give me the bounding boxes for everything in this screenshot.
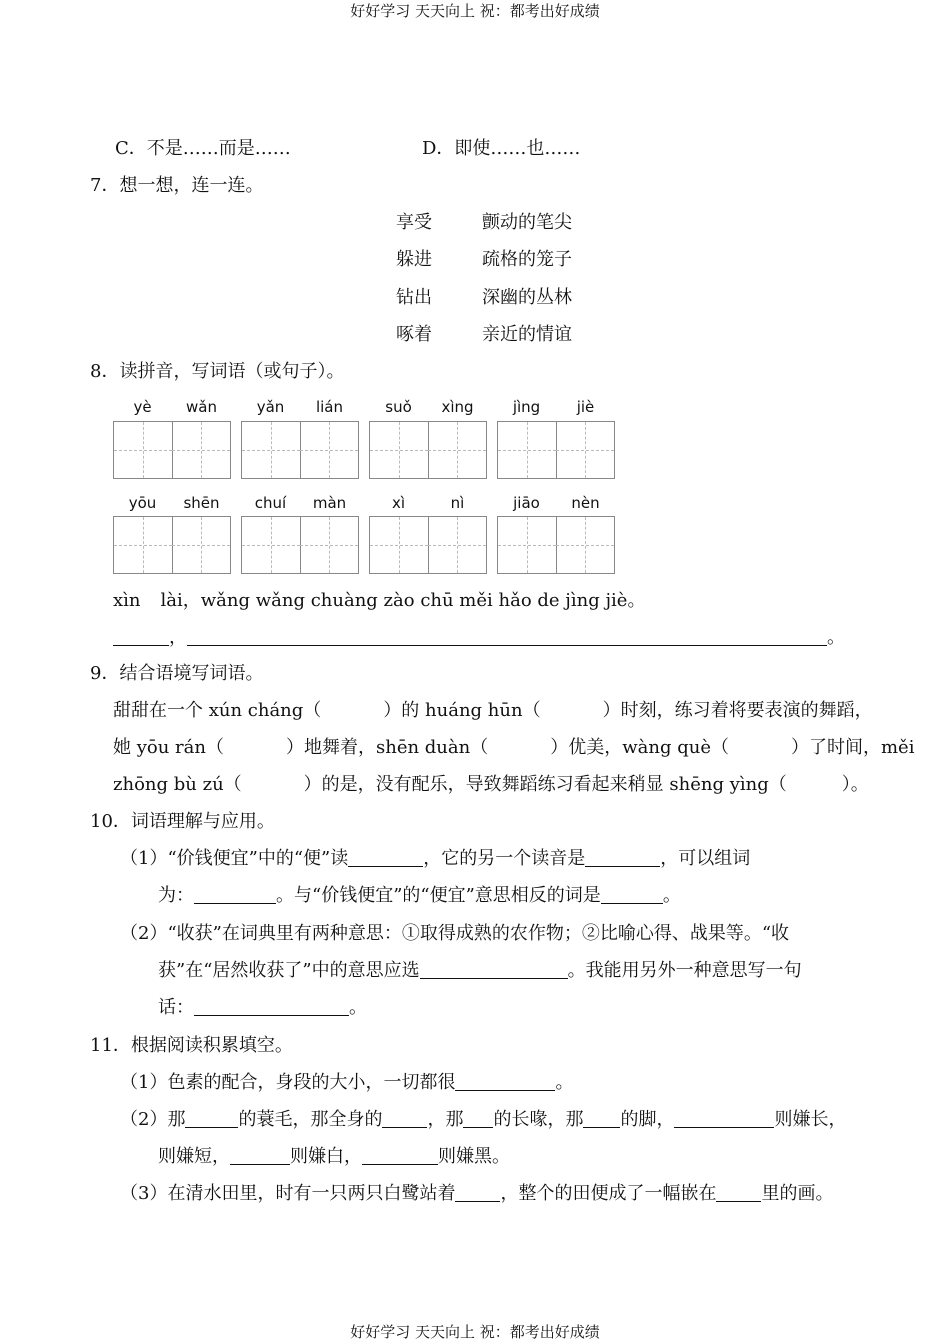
- blank[interactable]: [230, 1146, 290, 1165]
- q10-p2-line1: （2）“收获”在词典里有两种意思：①取得成熟的农作物；②比喻心得、战果等。“收: [120, 923, 790, 944]
- blank[interactable]: [585, 848, 660, 867]
- q9-title: 9．结合语境写词语。: [90, 663, 264, 684]
- writing-box[interactable]: [369, 421, 487, 479]
- writing-box[interactable]: [497, 421, 615, 479]
- pinyin-label: yǎn: [256, 398, 285, 416]
- writing-box[interactable]: [369, 516, 487, 574]
- q10-p2-line3: 话： 。: [158, 997, 367, 1018]
- q7-left-1: 享受: [396, 212, 432, 233]
- pinyin-label: jiāo: [513, 494, 540, 512]
- pinyin-label: chuí: [254, 494, 287, 512]
- q10-title: 10．词语理解与应用。: [90, 811, 275, 832]
- q7-left-2: 躲进: [396, 249, 432, 270]
- q8-sentence-pinyin: [113, 589, 645, 613]
- q11-p2-line2: 则嫌短， 则嫌白， 则嫌黑。: [158, 1146, 510, 1167]
- q8-sentence-part-a: xìn: [113, 590, 141, 611]
- blank[interactable]: [185, 1109, 238, 1128]
- pinyin-label: yōu: [128, 494, 157, 512]
- q10-p2-line2: 获”在“居然收获了”中的意思应选 。我能用另外一种意思写一句: [158, 960, 802, 981]
- page-footer: 好好学习 天天向上 祝：都考出好成绩: [350, 1323, 600, 1341]
- q8-sentence-blanks[interactable]: ， 。: [113, 626, 845, 650]
- writing-box[interactable]: [241, 421, 359, 479]
- q11-p3: （3）在清水田里，时有一只两只白鹭站着 ，整个的田便成了一幅嵌在 里的画。: [120, 1183, 834, 1204]
- q7-right-1: 颤动的笔尖: [482, 212, 572, 233]
- blank[interactable]: [716, 1183, 761, 1202]
- q9-line-2: 她 yōu rán（ ）地舞着，shēn duàn（ ）优美，wàng què（ ）了时间，měi: [113, 737, 915, 758]
- pinyin-label: suǒ: [385, 398, 412, 416]
- pinyin-label: màn: [312, 494, 347, 512]
- q7-left-3: 钻出: [396, 287, 432, 308]
- blank[interactable]: [674, 1109, 774, 1128]
- blank[interactable]: [463, 1109, 493, 1128]
- q7-left-4: 啄着: [396, 324, 432, 345]
- blank[interactable]: [601, 885, 663, 904]
- blank[interactable]: [113, 627, 169, 646]
- pinyin-label: shēn: [183, 494, 220, 512]
- blank[interactable]: [420, 960, 568, 979]
- q9-line-1: 甜甜在一个 xún cháng（ ）的 huáng hūn（ ）时刻，练习着将要表演的舞蹈，: [113, 700, 873, 721]
- q10-p1-line2: 为： 。与“价钱便宜”的“便宜”意思相反的词是 。: [158, 885, 681, 906]
- page-header: 好好学习 天天向上 祝：都考出好成绩: [350, 2, 600, 20]
- blank[interactable]: [194, 997, 349, 1016]
- option-c: C．不是……而是……: [115, 138, 291, 159]
- writing-box[interactable]: [241, 516, 359, 574]
- writing-box[interactable]: [113, 421, 231, 479]
- q11-p2-line1: （2）那 的蓑毛，那全身的 ，那 的长喙，那 的脚， 则嫌长，: [120, 1109, 847, 1130]
- blank[interactable]: [348, 848, 423, 867]
- blank[interactable]: [194, 885, 276, 904]
- q11-title: 11．根据阅读积累填空。: [90, 1035, 293, 1056]
- option-d: D．即使……也……: [422, 138, 581, 159]
- q7-right-3: 深幽的丛林: [482, 287, 572, 308]
- q9-line-3: zhōng bù zú（ ）的是，没有配乐，导致舞蹈练习看起来稍显 shēng yìng（ ）。: [113, 774, 869, 795]
- blank[interactable]: [382, 1109, 427, 1128]
- q8-sentence-part-b: lài，wǎng wǎng chuàng zào chū měi hǎo de jìng jiè。: [160, 590, 646, 611]
- pinyin-label: xì: [391, 494, 406, 512]
- pinyin-label: jìng: [512, 398, 541, 416]
- pinyin-label: xìng: [441, 398, 474, 416]
- pinyin-label: lián: [315, 398, 344, 416]
- blank[interactable]: [455, 1072, 555, 1091]
- q11-p1: （1）色素的配合，身段的大小，一切都很 。: [120, 1072, 574, 1093]
- pinyin-label: nèn: [571, 494, 600, 512]
- pinyin-label: wǎn: [186, 398, 217, 416]
- pinyin-label: yè: [133, 398, 152, 416]
- q10-p1-line1: （1）“价钱便宜”中的“便”读 ，它的另一个读音是 ，可以组词: [120, 848, 751, 869]
- blank[interactable]: [362, 1146, 438, 1165]
- q7-right-2: 疏格的笼子: [482, 249, 572, 270]
- q7-title: 7．想一想，连一连。: [90, 175, 264, 196]
- q7-right-4: 亲近的情谊: [482, 324, 572, 345]
- writing-box[interactable]: [497, 516, 615, 574]
- blank[interactable]: [455, 1183, 500, 1202]
- pinyin-label: jiè: [576, 398, 595, 416]
- blank[interactable]: [187, 627, 827, 646]
- writing-box[interactable]: [113, 516, 231, 574]
- pinyin-label: nì: [450, 494, 465, 512]
- blank[interactable]: [583, 1109, 620, 1128]
- q8-title: 8．读拼音，写词语（或句子）。: [90, 361, 345, 382]
